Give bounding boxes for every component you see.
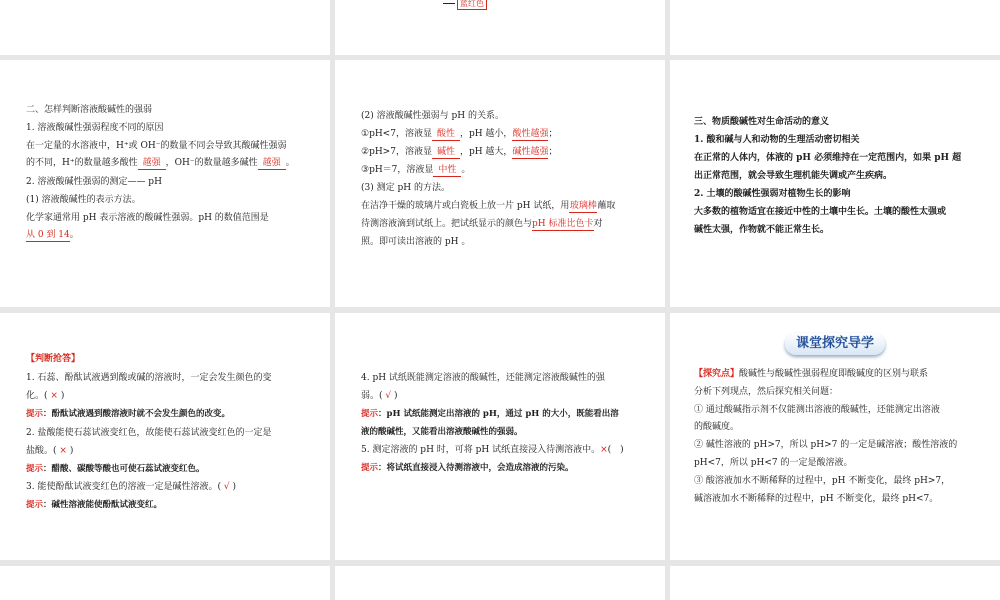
inquiry-banner: 课堂探究导学 xyxy=(785,333,885,355)
text-line: (1) 溶液酸碱性的表示方法。 xyxy=(26,195,141,205)
text-line: 2. 土壤的酸碱性强弱对植物生长的影响 xyxy=(694,189,851,199)
slide-top-left xyxy=(0,0,330,55)
text-line: 1. 溶液酸碱性强弱程度不同的原因 xyxy=(26,123,164,133)
slide-ph-relation xyxy=(335,60,665,307)
text-line: 从 0 到 14。 xyxy=(26,230,79,240)
text-line: 大多数的植物适宜在接近中性的土壤中生长。土壤的酸性太强或 xyxy=(694,207,947,217)
text-line: 碱性太强，作物就不能正常生长。 xyxy=(694,225,830,235)
question-line: 盐酸。( × ) xyxy=(26,446,74,456)
question-line: 2. 盐酸能使石蕊试液变红色，故能使石蕊试液变红色的一定是 xyxy=(26,428,272,438)
inquiry-tag-line: 【探究点】酸碱性与酸碱性强弱程度即酸碱度的区别与联系 xyxy=(694,369,929,379)
answer-mark: × xyxy=(59,446,67,456)
answer-mark: √ xyxy=(223,482,230,492)
question-line: 4. pH 试纸既能测定溶液的酸碱性，还能测定溶液酸碱性的强 xyxy=(361,373,605,383)
slide-top-right xyxy=(670,0,1000,55)
answer-blank: 越强 xyxy=(138,157,166,170)
answer-blank: 中性 xyxy=(433,164,461,177)
question-line: 5. 测定溶液的 pH 时，可将 pH 试纸直接浸入待测溶液中。×( ) xyxy=(361,445,624,455)
text-line: 2. 溶液酸碱性强弱的测定—— pH xyxy=(26,177,162,187)
text-line: 的不同，H⁺的数量越多酸性 越强 ，OH⁻的数量越多碱性 越强 。 xyxy=(26,158,295,168)
text-line: ② 碱性溶液的 pH>7，所以 pH>7 的一定是碱溶液；酸性溶液的 xyxy=(694,440,958,450)
text-line: 在正常的人体内，体液的 pH 必须维持在一定范围内，如果 pH 超 xyxy=(694,153,962,163)
answer-blank: 酸性越强 xyxy=(512,129,549,139)
text-line: 碱溶液加水不断稀释的过程中，pH 不断变化，最终 pH<7。 xyxy=(694,494,939,504)
quiz-heading: 【判断抢答】 xyxy=(26,354,81,364)
text-line: ②pH>7，溶液显 碱性 ，pH 越大，碱性越强； xyxy=(361,147,558,157)
answer-blank: 从 0 到 14 xyxy=(26,230,70,240)
text-line: 分析下列现点，然后探究相关问题： xyxy=(694,387,839,397)
text-line: ③ 酸溶液加水不断稀释的过程中，pH 不断变化，最终 pH>7， xyxy=(694,476,951,486)
text-line: ①pH<7，溶液显 酸性 ，pH 越小，酸性越强； xyxy=(361,129,558,139)
text-line: 照。即可读出溶液的 pH 。 xyxy=(361,237,471,247)
text-line: 化学家通常用 pH 表示溶液的酸碱性强弱。pH 的数值范围是 xyxy=(26,213,269,223)
slide-bottom-right xyxy=(670,566,1000,600)
answer-mark: × xyxy=(50,391,58,401)
text-line: ③pH＝7，溶液显 中性 。 xyxy=(361,165,471,175)
slide-bottom-middle xyxy=(335,566,665,600)
slide-ph-strength xyxy=(0,60,330,307)
answer-blank: 玻璃棒 xyxy=(569,201,597,211)
slide-bottom-left xyxy=(0,566,330,600)
slide-quiz-1 xyxy=(0,313,330,560)
section-heading: 二、怎样判断溶液酸碱性的强弱 xyxy=(26,105,153,115)
answer-mark: √ xyxy=(385,391,392,401)
answer-blank: 越强 xyxy=(258,157,286,170)
question-line: 1. 石蕊、酚酞试液遇到酸或碱的溶液时，一定会发生颜色的变 xyxy=(26,373,272,383)
hint-line: 提示：碱性溶液能使酚酞试液变红。 xyxy=(26,500,163,510)
text-line: pH<7，所以 pH<7 的一定是酸溶液。 xyxy=(694,458,853,468)
text-line: 在洁净干燥的玻璃片或白瓷板上放一片 pH 试纸，用玻璃棒蘸取 xyxy=(361,201,616,211)
slide-life-significance xyxy=(670,60,1000,307)
text-line: 1. 酸和碱与人和动物的生理活动密切相关 xyxy=(694,135,860,145)
answer-blank: 碱性越强 xyxy=(512,147,549,157)
question-line: 3. 能使酚酞试液变红色的溶液一定是碱性溶液。( √ ) xyxy=(26,482,236,492)
hint-line: 提示：将试纸直接浸入待测溶液中，会造成溶液的污染。 xyxy=(361,463,574,473)
hint-line: 液的酸碱性，又能看出溶液酸碱性的强弱。 xyxy=(361,427,523,437)
answer-blank: pH 标准比色卡 xyxy=(532,219,594,229)
section-heading: 三、物质酸碱性对生命活动的意义 xyxy=(694,117,830,127)
slide-quiz-2 xyxy=(335,313,665,560)
slide-top-middle xyxy=(335,0,665,55)
hint-line: 提示：酚酞试液遇到酸溶液时就不会发生颜色的改变。 xyxy=(26,409,231,419)
hint-line: 提示：pH 试纸能测定出溶液的 pH，通过 pH 的大小，既能看出溶 xyxy=(361,409,619,419)
text-line: (3) 测定 pH 的方法。 xyxy=(361,183,450,193)
text-line: 的酸碱度。 xyxy=(694,422,740,432)
text-line: 在一定量的水溶液中，H⁺或 OH⁻的数量不同会导致其酸碱性强弱 xyxy=(26,141,287,151)
text-line: (2) 溶液酸碱性强弱与 pH 的关系。 xyxy=(361,111,504,121)
hint-line: 提示：醋酸、碳酸等酸也可使石蕊试液变红色。 xyxy=(26,464,205,474)
answer-blank: 酸性 xyxy=(432,128,460,141)
text-line: 待测溶液滴到试纸上。把试纸显示的颜色与pH 标准比色卡对 xyxy=(361,219,603,229)
text-line: ① 通过酸碱指示剂不仅能测出溶液的酸碱性，还能测定出溶液 xyxy=(694,405,940,415)
answer-blank: 碱性 xyxy=(432,146,460,159)
text-line: 出正常范围，就会导致生理机能失调或产生疾病。 xyxy=(694,171,893,181)
answer-box: 蓝红色 xyxy=(443,0,487,10)
question-line: 化。( × ) xyxy=(26,391,65,401)
question-line: 弱。( √ ) xyxy=(361,391,398,401)
answer-mark: × xyxy=(600,445,608,455)
